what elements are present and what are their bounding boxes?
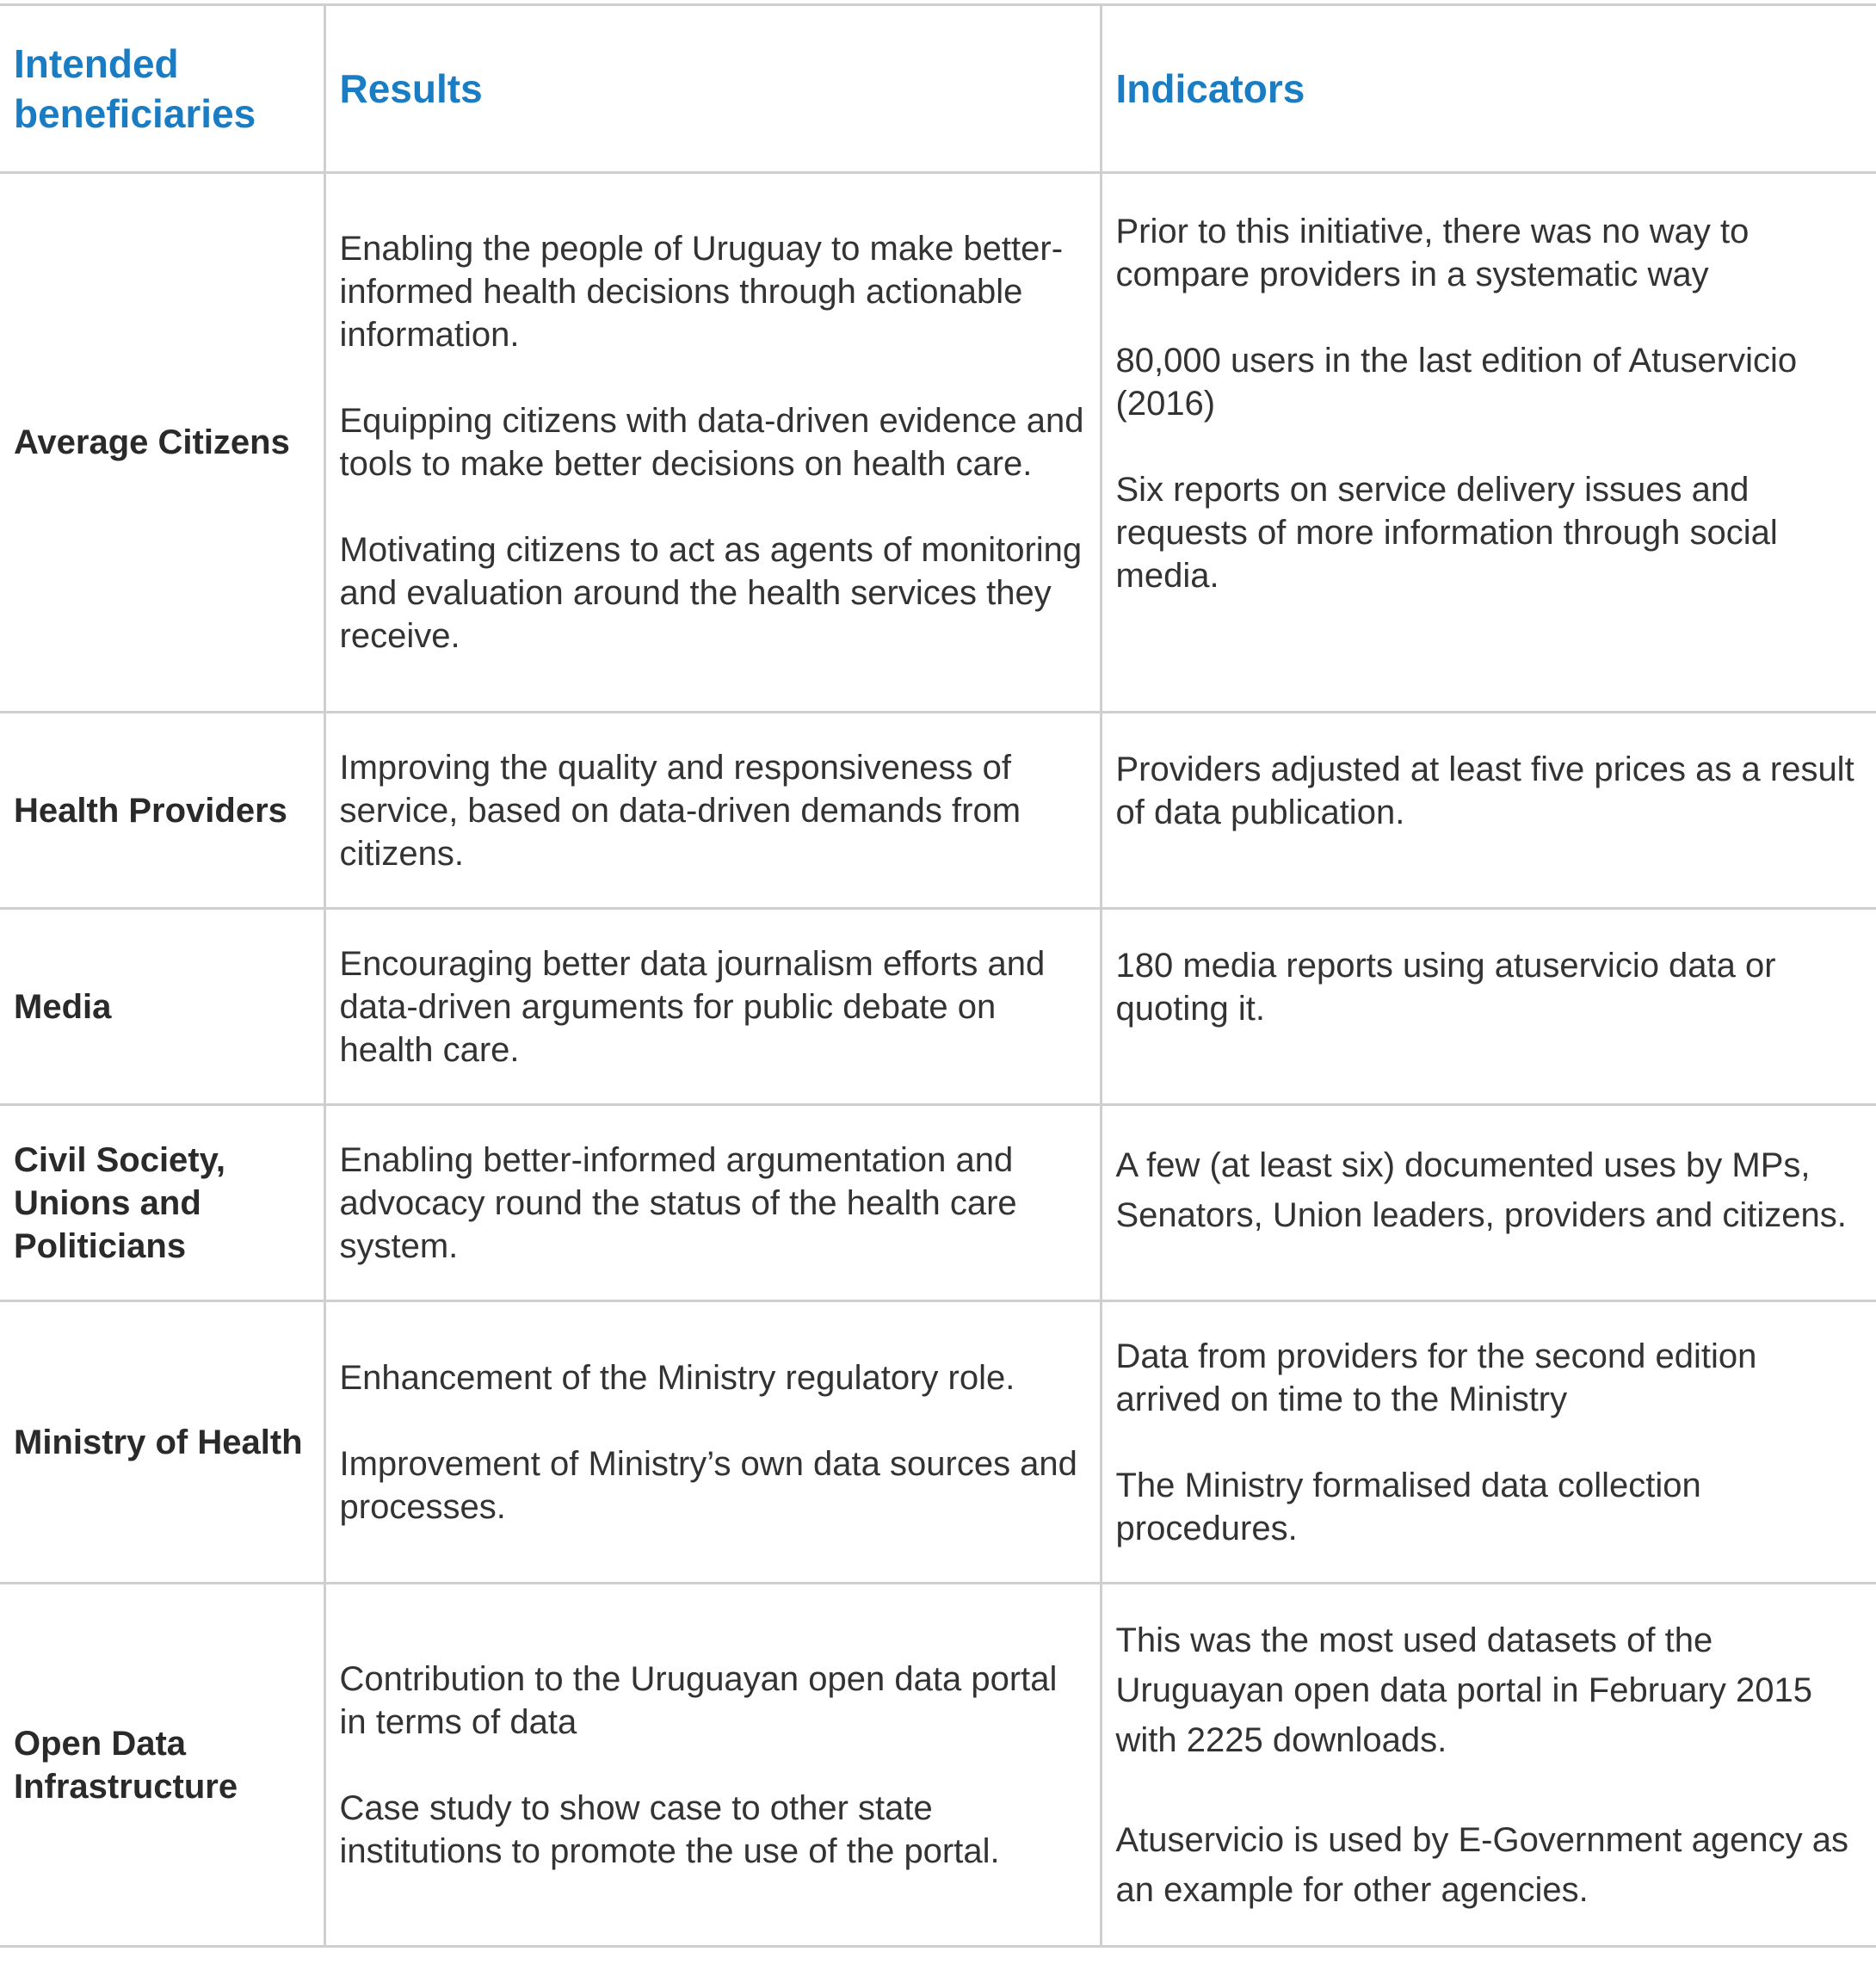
header-indicators: Indicators bbox=[1101, 5, 1876, 173]
beneficiaries-table bbox=[0, 3, 1876, 1948]
result-text: Encouraging better data journalism efforts and data-driven arguments for public debate on health care. bbox=[339, 944, 1046, 1069]
indicators-cell bbox=[1101, 173, 1876, 713]
table-row bbox=[0, 713, 1876, 909]
results-cell bbox=[324, 1584, 1101, 1947]
indicators-cell bbox=[1101, 909, 1876, 1105]
result-text: Improvement of Ministry’s own data sources and processes. bbox=[339, 1444, 1077, 1526]
beneficiary-cell: Ministry of Health bbox=[0, 1301, 324, 1584]
result-text: Contribution to the Uruguayan open data portal in terms of data bbox=[339, 1659, 1058, 1741]
beneficiary-cell: Civil Society, Unions and Politicians bbox=[0, 1105, 324, 1301]
indicator-text: Atuservicio is used by E-Government agency as an example for other agencies. bbox=[1115, 1820, 1849, 1909]
indicator-text: Six reports on service delivery issues and requests of more information through social media. bbox=[1115, 471, 1778, 595]
result-text: Improving the quality and responsiveness of service, based on data-driven demands from citizens. bbox=[339, 748, 1021, 873]
indicator-text: 180 media reports using atuservicio data or quoting it. bbox=[1115, 947, 1776, 1028]
result-text: Enabling the people of Uruguay to make better-informed health decisions through actionable information. bbox=[339, 230, 1064, 354]
indicators-cell bbox=[1101, 1301, 1876, 1584]
indicator-text: A few (at least six) documented uses by MPs, Senators, Union leaders, providers and citizens. bbox=[1115, 1146, 1847, 1234]
header-row bbox=[0, 5, 1876, 173]
indicators-cell bbox=[1101, 1584, 1876, 1947]
result-text: Enhancement of the Ministry regulatory role. bbox=[339, 1358, 1015, 1397]
result-text: Case study to show case to other state institutions to promote the use of the portal. bbox=[339, 1788, 1000, 1870]
indicators-cell bbox=[1101, 713, 1876, 909]
results-cell bbox=[324, 1105, 1101, 1301]
table-row bbox=[0, 909, 1876, 1105]
table-row bbox=[0, 1105, 1876, 1301]
results-cell bbox=[324, 1301, 1101, 1584]
result-text: Equipping citizens with data-driven evidence and tools to make better decisions on health care. bbox=[339, 402, 1084, 483]
table-row bbox=[0, 1584, 1876, 1947]
indicator-text: Providers adjusted at least five prices as a result of data publication. bbox=[1115, 750, 1854, 831]
results-cell bbox=[324, 909, 1101, 1105]
table-row bbox=[0, 1301, 1876, 1584]
beneficiary-cell: Open Data Infrastructure bbox=[0, 1584, 324, 1947]
results-cell bbox=[324, 173, 1101, 713]
table-row bbox=[0, 173, 1876, 713]
indicator-text: Data from providers for the second edition arrived on time to the Ministry bbox=[1115, 1337, 1757, 1418]
indicator-text: The Ministry formalised data collection procedures. bbox=[1115, 1466, 1701, 1547]
beneficiary-cell: Media bbox=[0, 909, 324, 1105]
beneficiary-cell: Average Citizens bbox=[0, 173, 324, 713]
indicator-text: This was the most used datasets of the Uruguayan open data portal in February 2015 with 2225 downloads. bbox=[1115, 1621, 1812, 1759]
indicators-cell bbox=[1101, 1105, 1876, 1301]
header-results: Results bbox=[324, 5, 1101, 173]
indicator-text: Prior to this initiative, there was no way to compare providers in a systematic way bbox=[1115, 213, 1749, 293]
header-beneficiaries: Intended beneficiaries bbox=[0, 5, 324, 173]
result-text: Motivating citizens to act as agents of monitoring and evaluation around the health services they receive. bbox=[339, 531, 1083, 655]
result-text: Enabling better-informed argumentation and advocacy round the status of the health care system. bbox=[339, 1140, 1017, 1265]
indicator-text: 80,000 users in the last edition of Atuservicio (2016) bbox=[1115, 342, 1798, 423]
beneficiary-cell: Health Providers bbox=[0, 713, 324, 909]
results-cell bbox=[324, 713, 1101, 909]
